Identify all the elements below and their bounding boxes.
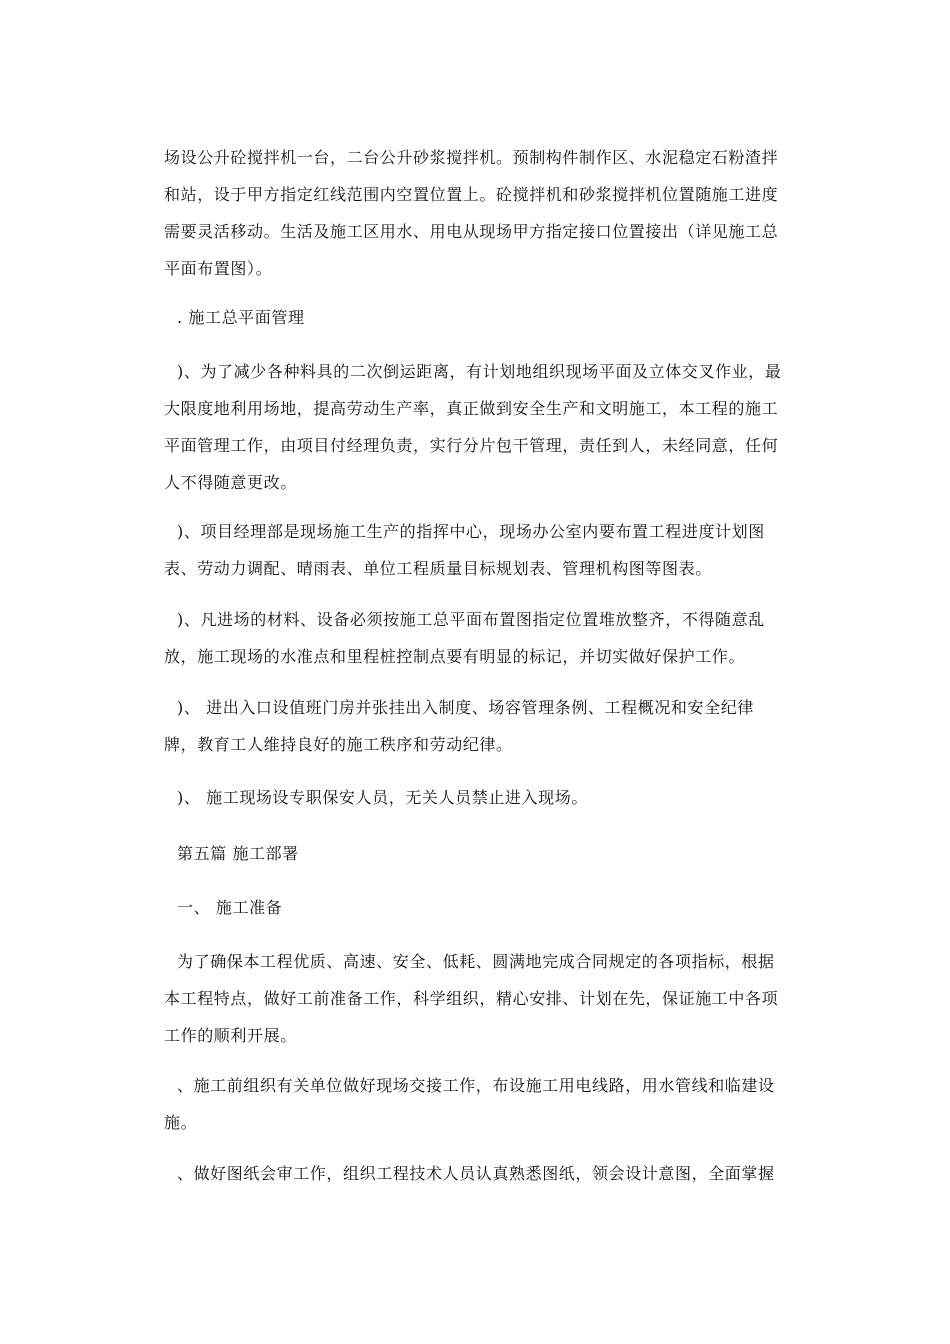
paragraph-line: 和站，设于甲方指定红线范围内空置位置上。砼搅拌机和砂浆搅拌机位置随施工进度 <box>164 185 779 204</box>
chapter-heading: 第五篇 施工部署 <box>177 844 299 863</box>
paragraph-line: )、为了减少各种料具的二次倒运距离，有计划地组织现场平面及立体交叉作业，最 <box>177 362 782 381</box>
paragraph-line: 平面管理工作，由项目付经理负责，实行分片包干管理，责任到人，未经同意，任何 <box>164 436 779 455</box>
paragraph-line: )、凡进场的材料、设备必须按施工总平面布置图指定位置堆放整齐，不得随意乱 <box>177 610 765 629</box>
section-heading: . 施工总平面管理 <box>177 308 305 327</box>
paragraph-line: )、 施工现场设专职保安人员，无关人员禁止进入现场。 <box>177 788 588 807</box>
paragraph-line: )、 进出入口设值班门房并张挂出入制度、场容管理条例、工程概况和安全纪律 <box>177 698 754 717</box>
paragraph-line: 工作的顺利开展。 <box>164 1026 297 1045</box>
paragraph-line: 牌，教育工人维持良好的施工秩序和劳动纪律。 <box>164 735 513 754</box>
paragraph-line: 本工程特点，做好工前准备工作，科学组织，精心安排、计划在先，保证施工中各项 <box>164 989 779 1008</box>
paragraph-line: 需要灵活移动。生活及施工区用水、用电从现场甲方指定接口位置接出（详见施工总 <box>164 222 779 241</box>
paragraph-line: 人不得随意更改。 <box>164 473 297 492</box>
paragraph-line: 大限度地利用场地，提高劳动生产率，真正做到安全生产和文明施工，本工程的施工 <box>164 399 779 418</box>
paragraph-line: 施。 <box>164 1113 198 1132</box>
paragraph-line: 放，施工现场的水准点和里程桩控制点要有明显的标记，并切实做好保护工作。 <box>164 647 746 666</box>
paragraph-line: 、做好图纸会审工作，组织工程技术人员认真熟悉图纸，领会设计意图，全面掌握 <box>177 1164 775 1183</box>
paragraph-line: 表、劳动力调配、晴雨表、单位工程质量目标规划表、管理机构图等图表。 <box>164 559 712 578</box>
paragraph-line: 为了确保本工程优质、高速、安全、低耗、圆满地完成合同规定的各项指标，根据 <box>177 952 775 971</box>
paragraph-line: 平面布置图）。 <box>164 259 273 278</box>
paragraph-line: 场设公升砼搅拌机一台，二台公升砂浆搅拌机。预制构件制作区、水泥稳定石粉渣拌 <box>164 148 779 167</box>
paragraph-line: )、项目经理部是现场施工生产的指挥中心，现场办公室内要布置工程进度计划图 <box>177 522 765 541</box>
section-heading: 一、 施工准备 <box>177 898 283 917</box>
paragraph-line: 、施工前组织有关单位做好现场交接工作，布设施工用电线路，用水管线和临建设 <box>177 1076 775 1095</box>
